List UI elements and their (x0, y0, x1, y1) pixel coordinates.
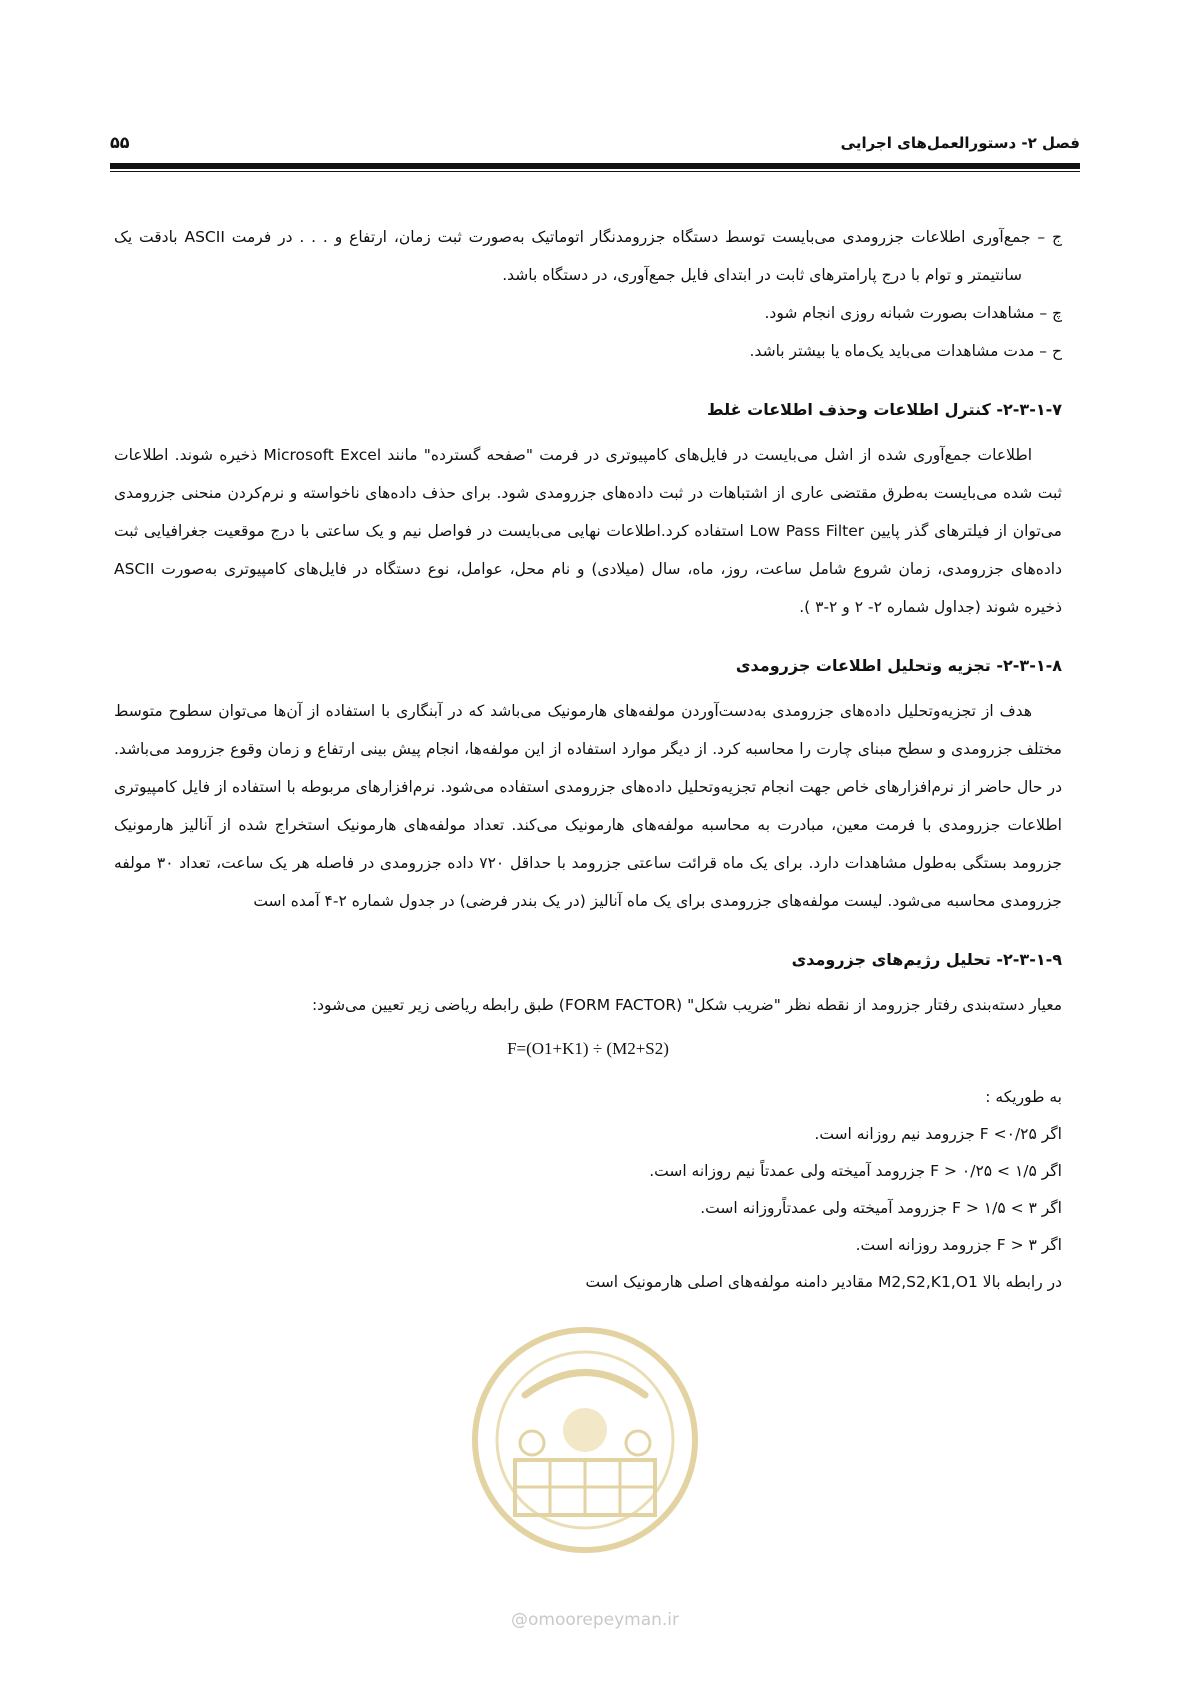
section-heading: ۲-۳-۱-۷- کنترل اطلاعات وحذف اطلاعات غلط (706, 400, 1062, 419)
condition-line: اگر ۳ < F جزرومد روزانه است. (855, 1236, 1062, 1254)
conditions-list (114, 1116, 1062, 1301)
header-rule-thin (110, 171, 1080, 172)
seal-logo-icon (470, 1325, 700, 1555)
section-heading: ۲-۳-۱-۹- تحلیل رژیم‌های جزرومدی (791, 950, 1062, 969)
list-item: ح – مدت مشاهدات می‌باید یک‌ماه یا بیشتر باشد. (749, 342, 1062, 360)
section-intro: معیار دسته‌بندی رفتار جزرومد از نقطه نظر "ضریب شکل" (FORM FACTOR) طبق رابطه ریاضی زیر تعیین می‌شود: (311, 996, 1062, 1014)
condition-line: اگر ۳ > F > ۱/۵ جزرومد آمیخته ولی عمدتاًروزانه است. (700, 1199, 1062, 1217)
section-heading: ۲-۳-۱-۸- تجزیه وتحلیل اطلاعات جزرومدی (735, 656, 1062, 675)
list-item: چ – مشاهدات بصورت شبانه روزی انجام شود. (764, 304, 1062, 322)
chapter-title: فصل ۲- دستورالعمل‌های اجرایی (840, 134, 1080, 152)
list-item: ج – جمع‌آوری اطلاعات جزرومدی می‌بایست توسط دستگاه جزرومدنگار اتوماتیک به‌صورت ثبت زمان، ارتفاع و . . . در فرمت ASCII بادقت یک سانتیمتر و توام با درج پارامترهای ثابت در ابتدای فایل جمع‌آوری، در دستگاه باشد. (114, 228, 1062, 284)
header-rule-thick (110, 163, 1080, 169)
page-number: ۵۵ (110, 133, 130, 152)
page-content (114, 218, 1062, 1301)
form-factor-formula: F=(O1+K1) ÷ (M2+S2) (507, 1039, 669, 1058)
section-paragraph: هدف از تجزیه‌وتحلیل داده‌های جزرومدی به‌دست‌آوردن مولفه‌های هارمونیک می‌باشد که در آبنگاری با استفاده از آن‌ها می‌توان سطوح متوسط مختلف جزرومدی و سطح مبنای چارت را محاسبه کرد. از دیگر موارد استفاده از این مولفه‌ها، انجام پیش بینی ارتفاع و زمان وقوع جزرومد می‌باشد. در حال حاضر از نرم‌افزارهای خاص جهت انجام تجزیه‌وتحلیل داده‌های جزرومدی استفاده می‌شود. نرم‌افزارهای مربوطه با استفاده از فایل کامپیوتری اطلاعات جزرومدی با فرمت معین، مبادرت به محاسبه مولفه‌های هارمونیک می‌کند. تعداد مولفه‌های هارمونیک استخراج شده از آنالیز هارمونیک جزرومد بستگی به‌طول مشاهدات دارد. برای یک ماه قرائت ساعتی جزرومد با حداقل ۷۲۰ داده جزرومدی در فاصله هر یک ساعت، تعداد ۳۰ مولفه جزرومدی محاسبه می‌شود. لیست مولفه‌های جزرومدی برای یک ماه آنالیز (در یک بندر فرضی) در جدول شماره ۲-۴ آمده است (114, 702, 1062, 910)
condition-line: اگر ۱/۵ > F > ۰/۲۵ جزرومد آمیخته ولی عمدتاً نیم روزانه است. (649, 1162, 1062, 1180)
condition-line: در رابطه بالا M2,S2,K1,O1 مقادیر دامنه مولفه‌های اصلی هارمونیک است (585, 1273, 1062, 1291)
watermark-text: @omoorepeyman.ir (510, 1610, 680, 1630)
section-paragraph: اطلاعات جمع‌آوری شده از اشل می‌بایست در فایل‌های کامپیوتری در فرمت "صفحه گسترده" مانند Microsoft Excel ذخیره شوند. اطلاعات ثبت شده می‌بایست به‌طرق مقتضی عاری از اشتباهات در ثبت داده‌های جزرومدی شود. برای حذف داده‌های ناخواسته و نرم‌کردن منحنی جزرومدی می‌توان از فیلترهای گذر پایین Low Pass Filter استفاده کرد.اطلاعات نهایی می‌بایست در فواصل نیم و یک ساعتی با درج موقعیت جغرافیایی ثبت داده‌های جزرومدی، زمان شروع شامل ساعت، روز، ماه، سال (میلادی) و نام محل، عوامل، نوع دستگاه در فایل‌های کامپیوتری به‌صورت ASCII ذخیره شوند (جداول شماره ۲- ۲ و ۲-۳ ). (114, 446, 1062, 616)
where-label: به طوریکه : (985, 1088, 1062, 1106)
condition-line: اگر F <۰/۲۵ جزرومد نیم روزانه است. (814, 1125, 1062, 1143)
page-header (110, 122, 1080, 152)
